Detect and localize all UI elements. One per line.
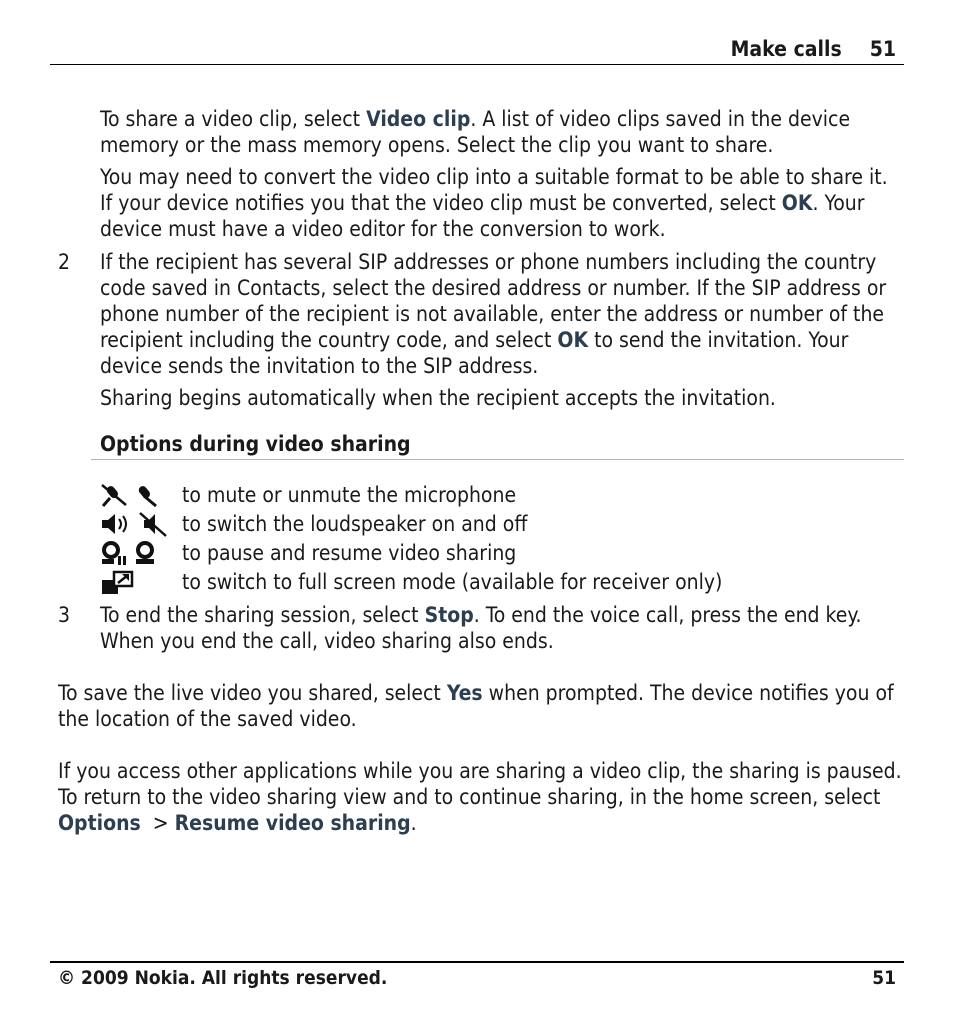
text-run: to send the invitation. Your device sends the invitation to the SIP address. <box>100 328 849 378</box>
option-icons <box>100 511 182 537</box>
text-run: . <box>410 811 417 835</box>
option-text: to pause and resume video sharing <box>182 540 517 565</box>
step-3 <box>58 602 904 654</box>
step-body <box>100 602 904 654</box>
option-icons <box>100 540 182 566</box>
keyword-options: Options <box>58 811 141 835</box>
intro-paragraph-convert <box>100 164 904 242</box>
loudspeaker-off-icon <box>138 511 168 537</box>
microphone-icon <box>132 482 160 508</box>
header-rule <box>50 64 904 65</box>
main-content <box>58 106 904 836</box>
resume-video-icon <box>132 540 160 566</box>
text-run: . A list of video clips saved in the device memory or the mass memory opens. Select the clip you want to share. <box>100 107 851 157</box>
header-page-number: 51 <box>869 37 896 61</box>
option-row-pause <box>100 538 904 567</box>
pause-video-icon <box>100 540 128 566</box>
copyright-notice: © 2009 Nokia. All rights reserved. <box>58 967 388 989</box>
footer-rule <box>50 961 904 963</box>
text-run: To save the live video you shared, select <box>58 681 447 705</box>
menu-path-separator: > <box>140 811 175 835</box>
option-icons <box>100 568 182 596</box>
loudspeaker-on-icon <box>100 511 134 537</box>
step-3-text <box>100 602 904 654</box>
option-row-mute <box>100 480 904 509</box>
save-video-paragraph <box>58 680 904 732</box>
option-row-loudspeaker <box>100 509 904 538</box>
keyword-video-clip: Video clip <box>366 107 471 131</box>
step-number: 2 <box>58 250 71 274</box>
text-run: If you access other applications while you are sharing a video clip, the sharing is paused. To return to the video sharing view and to continue sharing, in the home screen, select <box>58 759 902 809</box>
text-run: . Your device must have a video editor for the conversion to work. <box>100 191 865 241</box>
full-screen-icon <box>100 568 134 596</box>
keyword-ok: OK <box>557 328 589 352</box>
section-divider <box>91 459 904 460</box>
microphone-muted-icon <box>100 482 128 508</box>
page-footer <box>58 965 896 991</box>
footer-page-number: 51 <box>872 967 896 989</box>
running-header <box>731 36 896 62</box>
keyword-stop: Stop <box>424 603 474 627</box>
text-run: To end the sharing session, select <box>100 603 425 627</box>
step-2-note: Sharing begins automatically when the recipient accepts the invitation. <box>100 386 776 410</box>
options-section-title: Options during video sharing <box>100 432 411 456</box>
option-text: to switch the loudspeaker on and off <box>182 511 528 536</box>
text-run: To share a video clip, select <box>100 107 367 131</box>
option-row-full-screen <box>100 567 904 596</box>
keyword-yes: Yes <box>446 681 483 705</box>
text-run: when prompted. The device notifies you of the location of the saved video. <box>58 681 894 731</box>
text-run: You may need to convert the video clip into a suitable format to be able to share it. If your device notifies you that the video clip must be converted, select <box>100 165 888 215</box>
intro-paragraph-video-clip <box>100 106 904 158</box>
option-text: to mute or unmute the microphone <box>182 482 517 507</box>
step-body <box>100 249 904 411</box>
resume-sharing-paragraph <box>58 758 904 836</box>
step-2-text <box>100 249 904 379</box>
step-2 <box>58 249 904 411</box>
step-number: 3 <box>58 603 71 627</box>
text-run: If the recipient has several SIP addresses or phone numbers including the country code saved in Contacts, select the desired address or number. If the SIP address or phone number of the recipient is not available, enter the address or number of the recipient including the country code, and select <box>100 250 887 352</box>
keyword-ok: OK <box>781 191 813 215</box>
option-icons <box>100 482 182 508</box>
options-list <box>100 480 904 596</box>
keyword-resume-video-sharing: Resume video sharing <box>174 811 411 835</box>
text-run: . To end the voice call, press the end key. When you end the call, video sharing also ends. <box>100 603 862 653</box>
header-section-title: Make calls <box>730 37 842 61</box>
option-text: to switch to full screen mode (available for receiver only) <box>182 569 723 594</box>
